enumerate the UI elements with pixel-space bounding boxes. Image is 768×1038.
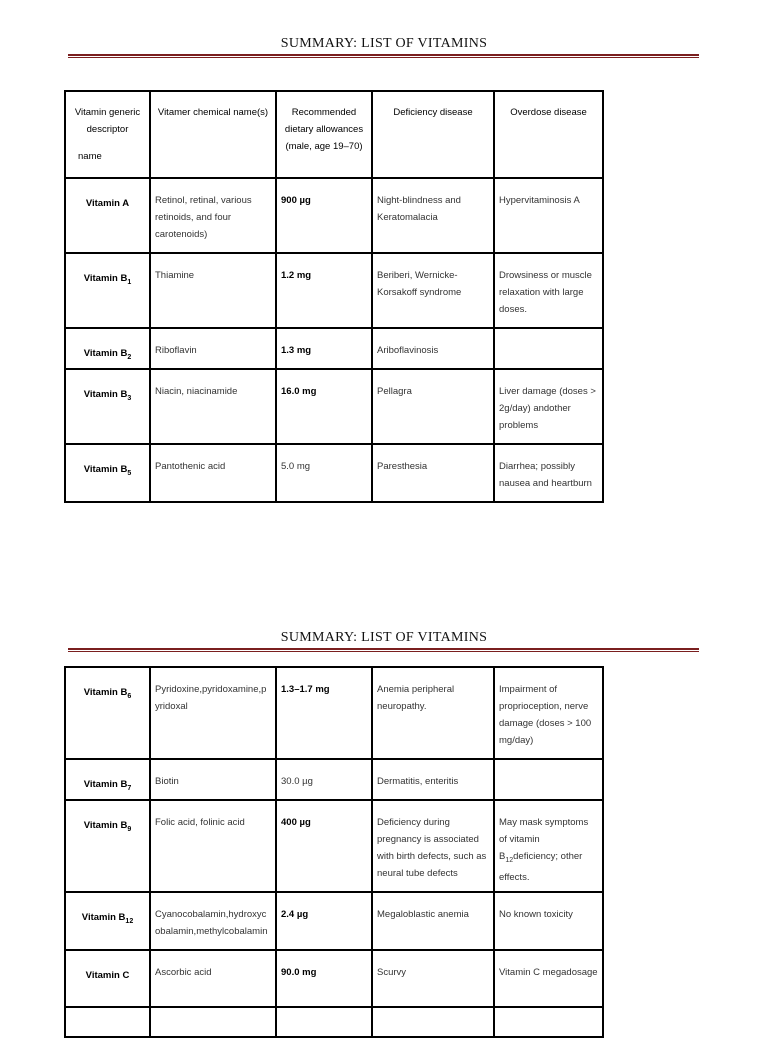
- rda-value: 90.0 mg: [276, 950, 372, 1007]
- chemical-name: Folic acid, folinic acid: [150, 800, 276, 892]
- deficiency-disease: Beriberi, Wernicke-Korsakoff syndrome: [372, 253, 494, 328]
- rda-value: 1.3 mg: [276, 328, 372, 369]
- vitamin-name: Vitamin C: [65, 950, 150, 1007]
- vitamin-table-2: [64, 666, 604, 1038]
- header-text: descriptor: [86, 124, 129, 135]
- title-rule: [68, 648, 699, 652]
- table-row: [65, 369, 603, 444]
- empty-cell: [372, 1007, 494, 1037]
- table-header-row: [65, 91, 603, 178]
- deficiency-disease: Anemia peripheral neuropathy.: [372, 667, 494, 759]
- vitamin-table-1: [64, 90, 604, 503]
- vitamin-name: Vitamin $B_5$: [65, 444, 150, 502]
- rda-value: 16.0 mg: [276, 369, 372, 444]
- chemical-name: Ascorbic acid: [150, 950, 276, 1007]
- header-text: (male, age 19–70): [285, 141, 363, 152]
- deficiency-disease: Ariboflavinosis: [372, 328, 494, 369]
- vitamin-name: Vitamin $B_3$: [65, 369, 150, 444]
- overdose-disease: Drowsiness or muscle relaxation with large doses.: [494, 253, 603, 328]
- overdose-disease: Liver damage (doses > 2g/day) andother problems: [494, 369, 603, 444]
- rda-value: 30.0 µg: [276, 759, 372, 800]
- chemical-name: Thiamine: [150, 253, 276, 328]
- overdose-disease: [494, 759, 603, 800]
- vitamin-name: Vitamin $B_9$: [65, 800, 150, 892]
- deficiency-disease: Deficiency during pregnancy is associated with birth defects, such as neural tube defects: [372, 800, 494, 892]
- header-generic-name: [65, 91, 150, 178]
- overdose-disease: [494, 328, 603, 369]
- vitamin-name: Vitamin $B_7$: [65, 759, 150, 800]
- table-row: [65, 328, 603, 369]
- table-row: [65, 759, 603, 800]
- table-row: [65, 667, 603, 759]
- empty-cell: [65, 1007, 150, 1037]
- vitamin-name: Vitamin A: [65, 178, 150, 253]
- overdose-disease: May mask symptoms of vitamin $B_{12}deficiency$; other effects.: [494, 800, 603, 892]
- rda-value: 400 µg: [276, 800, 372, 892]
- header-text: name: [78, 151, 102, 162]
- header-overdose: Overdose disease: [494, 91, 603, 178]
- vitamin-name: Vitamin $B_6$: [65, 667, 150, 759]
- deficiency-disease: Scurvy: [372, 950, 494, 1007]
- chemical-name: Pyridoxine,pyridoxamine,p yridoxal: [150, 667, 276, 759]
- table-row: [65, 1007, 603, 1037]
- chemical-name: Niacin, niacinamide: [150, 369, 276, 444]
- chemical-name: Pantothenic acid: [150, 444, 276, 502]
- header-text: Vitamin generic: [74, 107, 141, 118]
- header-text: dietary allowances: [284, 124, 364, 135]
- empty-cell: [150, 1007, 276, 1037]
- rda-value: 900 µg: [276, 178, 372, 253]
- table-row: [65, 892, 603, 950]
- chemical-name: Cyanocobalamin,hydroxyc obalamin,methylcobalamin: [150, 892, 276, 950]
- empty-cell: [494, 1007, 603, 1037]
- table-row: [65, 253, 603, 328]
- overdose-disease: Impairment of proprioception, nerve damage (doses > 100 mg/day): [494, 667, 603, 759]
- title-rule: [68, 54, 699, 58]
- overdose-disease: No known toxicity: [494, 892, 603, 950]
- header-text: Recommended: [291, 107, 357, 118]
- rda-value: 1.2 mg: [276, 253, 372, 328]
- deficiency-disease: Night-blindness and Keratomalacia: [372, 178, 494, 253]
- deficiency-disease: Pellagra: [372, 369, 494, 444]
- deficiency-disease: Megaloblastic anemia: [372, 892, 494, 950]
- chemical-name: Riboflavin: [150, 328, 276, 369]
- page-title: SUMMARY: LIST OF VITAMINS: [280, 630, 488, 645]
- table-row: [65, 444, 603, 502]
- empty-cell: [276, 1007, 372, 1037]
- deficiency-disease: Paresthesia: [372, 444, 494, 502]
- overdose-disease: Hypervitaminosis A: [494, 178, 603, 253]
- table-row: [65, 178, 603, 253]
- page-title: SUMMARY: LIST OF VITAMINS: [280, 36, 488, 51]
- vitamin-name: Vitamin $B_{12}$: [65, 892, 150, 950]
- deficiency-disease: Dermatitis, enteritis: [372, 759, 494, 800]
- chemical-name: Biotin: [150, 759, 276, 800]
- vitamin-name: Vitamin $B_1$: [65, 253, 150, 328]
- table-row: [65, 800, 603, 892]
- rda-value: 5.0 mg: [276, 444, 372, 502]
- rda-value: 2.4 µg: [276, 892, 372, 950]
- overdose-disease: Vitamin C megadosage: [494, 950, 603, 1007]
- header-chemical-name: Vitamer chemical name(s): [150, 91, 276, 178]
- overdose-disease: Diarrhea; possibly nausea and heartburn: [494, 444, 603, 502]
- header-rda: [276, 91, 372, 178]
- header-deficiency: Deficiency disease: [372, 91, 494, 178]
- vitamin-name: Vitamin $B_2$: [65, 328, 150, 369]
- chemical-name: Retinol, retinal, various retinoids, and four carotenoids): [150, 178, 276, 253]
- table-row: [65, 950, 603, 1007]
- rda-value: 1.3–1.7 mg: [276, 667, 372, 759]
